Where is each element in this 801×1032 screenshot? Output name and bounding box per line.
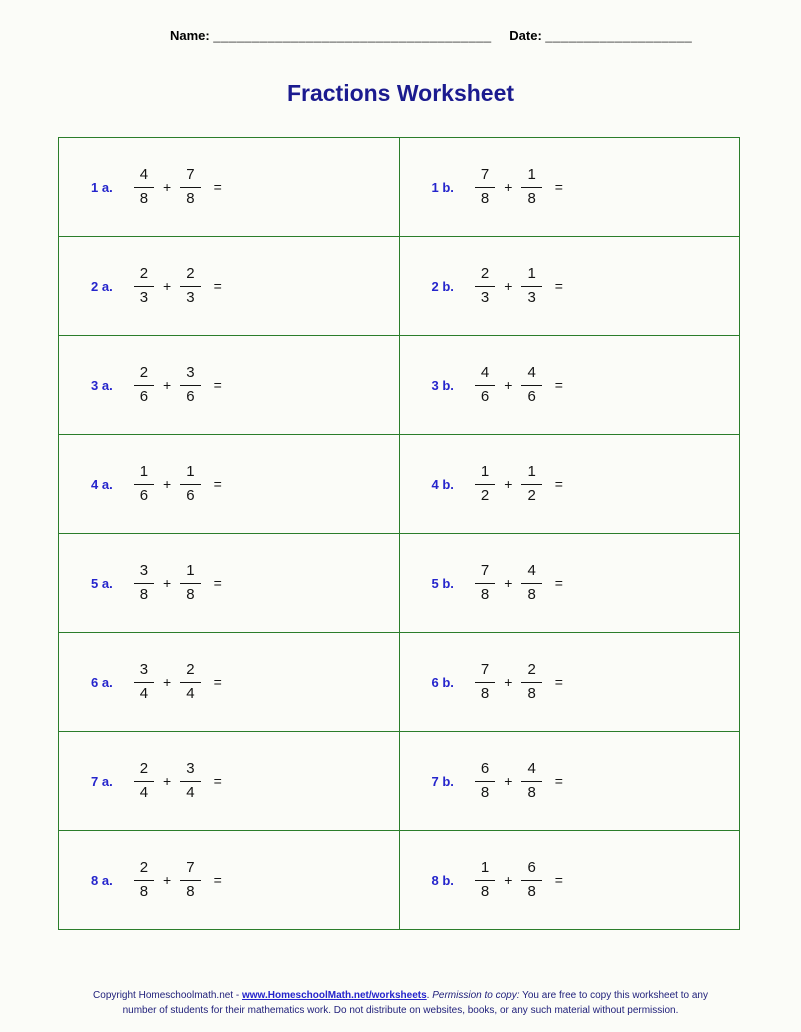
homeschoolmath-link[interactable]: www.HomeschoolMath.net/worksheets	[242, 990, 427, 1001]
problem-cell-5b	[399, 534, 740, 633]
denominator: 8	[527, 684, 536, 702]
problem-cell-7b	[399, 732, 740, 831]
problem-cell-1b	[399, 138, 740, 237]
fraction	[134, 166, 154, 209]
numerator: 7	[475, 661, 495, 683]
fraction	[180, 463, 200, 506]
problem-number-label: 8 b.	[431, 872, 454, 888]
fraction	[475, 661, 495, 704]
numerator: 2	[134, 364, 154, 386]
problem-row	[59, 534, 740, 633]
denominator: 3	[186, 288, 195, 306]
fraction	[475, 265, 495, 308]
name-date-header	[170, 28, 692, 43]
denominator: 4	[186, 783, 195, 801]
denominator: 6	[139, 387, 149, 405]
fraction	[180, 859, 200, 902]
denominator: 8	[139, 585, 149, 603]
denominator: 8	[139, 882, 149, 900]
equals-sign: =	[554, 377, 563, 393]
problems-table-body	[59, 138, 740, 930]
numerator: 1	[134, 463, 154, 485]
problem-cell-2b	[399, 237, 740, 336]
denominator: 3	[527, 288, 536, 306]
problem-cell-6b	[399, 633, 740, 732]
denominator: 8	[186, 585, 195, 603]
fraction	[521, 760, 541, 803]
numerator: 3	[180, 760, 200, 782]
problem-row	[59, 633, 740, 732]
permission-text: You are free to copy this worksheet to any number of students for their mathematics work. Do not distribute on websites, books, or any such material without permission.	[122, 990, 708, 1016]
numerator: 2	[475, 265, 495, 287]
fraction	[521, 166, 541, 209]
problem-number-label: 7 b.	[431, 773, 454, 789]
fraction	[134, 859, 154, 902]
problem-number-label: 3 b.	[431, 377, 454, 393]
denominator: 8	[527, 189, 536, 207]
problem-cell-2a	[59, 237, 400, 336]
denominator: 8	[480, 684, 490, 702]
numerator: 2	[134, 760, 154, 782]
numerator: 2	[134, 859, 154, 881]
numerator: 4	[521, 562, 541, 584]
numerator: 4	[521, 364, 541, 386]
plus-operator: +	[504, 674, 513, 690]
problem-row	[59, 435, 740, 534]
footer-text	[91, 988, 711, 1018]
problem-cell-3a	[59, 336, 400, 435]
denominator: 8	[186, 189, 195, 207]
problem-row	[59, 237, 740, 336]
problem-cell-8a	[59, 831, 400, 930]
name-label: Name:	[170, 28, 210, 43]
numerator: 6	[521, 859, 541, 881]
fraction	[134, 760, 154, 803]
equals-sign: =	[554, 773, 563, 789]
problems-table	[58, 137, 740, 930]
problem-number-label: 7 a.	[91, 773, 113, 789]
problem-cell-4b	[399, 435, 740, 534]
numerator: 1	[180, 562, 200, 584]
denominator: 8	[527, 585, 536, 603]
problem-number-label: 2 b.	[431, 278, 454, 294]
numerator: 2	[521, 661, 541, 683]
plus-operator: +	[163, 377, 172, 393]
fraction	[134, 265, 154, 308]
numerator: 4	[521, 760, 541, 782]
numerator: 4	[475, 364, 495, 386]
plus-operator: +	[163, 872, 172, 888]
denominator: 8	[480, 189, 490, 207]
fraction	[180, 265, 200, 308]
equals-sign: =	[213, 476, 222, 492]
fraction	[180, 562, 200, 605]
fraction	[521, 463, 541, 506]
fraction	[475, 463, 495, 506]
fraction	[475, 166, 495, 209]
problem-cell-3b	[399, 336, 740, 435]
numerator: 1	[475, 463, 495, 485]
plus-operator: +	[504, 575, 513, 591]
fraction	[475, 364, 495, 407]
equals-sign: =	[213, 773, 222, 789]
fraction	[180, 166, 200, 209]
denominator: 8	[480, 585, 490, 603]
numerator: 3	[134, 562, 154, 584]
equals-sign: =	[554, 872, 563, 888]
fraction	[521, 562, 541, 605]
date-group	[509, 28, 692, 43]
equals-sign: =	[213, 575, 222, 591]
date-label: Date:	[509, 28, 542, 43]
plus-operator: +	[163, 674, 172, 690]
problem-number-label: 8 a.	[91, 872, 113, 888]
plus-operator: +	[504, 476, 513, 492]
problem-number-label: 1 a.	[91, 179, 113, 195]
equals-sign: =	[213, 872, 222, 888]
numerator: 6	[475, 760, 495, 782]
fraction	[180, 661, 200, 704]
plus-operator: +	[504, 179, 513, 195]
fraction	[180, 364, 200, 407]
denominator: 6	[186, 387, 195, 405]
problem-number-label: 3 a.	[91, 377, 113, 393]
problem-number-label: 5 b.	[431, 575, 454, 591]
problem-cell-8b	[399, 831, 740, 930]
footer	[0, 988, 801, 1018]
problem-cell-1a	[59, 138, 400, 237]
plus-operator: +	[504, 773, 513, 789]
denominator: 8	[527, 882, 536, 900]
denominator: 3	[480, 288, 490, 306]
equals-sign: =	[554, 476, 563, 492]
denominator: 4	[139, 783, 149, 801]
denominator: 2	[480, 486, 490, 504]
page-title: Fractions Worksheet	[286, 80, 515, 106]
fraction	[134, 661, 154, 704]
fraction	[521, 661, 541, 704]
numerator: 1	[521, 265, 541, 287]
equals-sign: =	[213, 674, 222, 690]
plus-operator: +	[504, 278, 513, 294]
fraction	[134, 364, 154, 407]
equals-sign: =	[554, 674, 563, 690]
numerator: 3	[134, 661, 154, 683]
numerator: 7	[475, 166, 495, 188]
plus-operator: +	[163, 476, 172, 492]
denominator: 6	[480, 387, 490, 405]
problem-number-label: 4 a.	[91, 476, 113, 492]
numerator: 2	[134, 265, 154, 287]
after-link-text: .	[426, 990, 433, 1001]
denominator: 6	[186, 486, 195, 504]
problem-number-label: 6 a.	[91, 674, 113, 690]
fraction	[521, 364, 541, 407]
numerator: 4	[134, 166, 154, 188]
numerator: 2	[180, 661, 200, 683]
numerator: 2	[180, 265, 200, 287]
date-blank-line: ___________________	[545, 28, 693, 43]
plus-operator: +	[163, 773, 172, 789]
denominator: 8	[480, 882, 490, 900]
numerator: 3	[180, 364, 200, 386]
numerator: 7	[180, 859, 200, 881]
numerator: 1	[475, 859, 495, 881]
problem-number-label: 6 b.	[431, 674, 454, 690]
numerator: 1	[521, 463, 541, 485]
equals-sign: =	[554, 179, 563, 195]
fraction	[134, 463, 154, 506]
denominator: 8	[527, 783, 536, 801]
fraction	[475, 562, 495, 605]
fraction	[180, 760, 200, 803]
plus-operator: +	[504, 872, 513, 888]
problem-number-label: 4 b.	[431, 476, 454, 492]
problem-row	[59, 138, 740, 237]
plus-operator: +	[163, 575, 172, 591]
problem-cell-4a	[59, 435, 400, 534]
denominator: 6	[139, 486, 149, 504]
problem-number-label: 5 a.	[91, 575, 113, 591]
denominator: 8	[139, 189, 149, 207]
denominator: 6	[527, 387, 536, 405]
plus-operator: +	[163, 179, 172, 195]
permission-to-copy-label: Permission to copy:	[432, 990, 520, 1001]
problem-number-label: 2 a.	[91, 278, 113, 294]
plus-operator: +	[163, 278, 172, 294]
fraction	[521, 859, 541, 902]
fraction	[475, 859, 495, 902]
denominator: 8	[480, 783, 490, 801]
problem-cell-7a	[59, 732, 400, 831]
denominator: 4	[139, 684, 149, 702]
fraction	[475, 760, 495, 803]
denominator: 8	[186, 882, 195, 900]
numerator: 7	[180, 166, 200, 188]
denominator: 4	[186, 684, 195, 702]
problem-row	[59, 732, 740, 831]
fraction	[134, 562, 154, 605]
problem-row	[59, 336, 740, 435]
problem-number-label: 1 b.	[431, 179, 454, 195]
name-blank-line: ____________________________________	[213, 28, 492, 43]
denominator: 3	[139, 288, 149, 306]
equals-sign: =	[213, 179, 222, 195]
equals-sign: =	[213, 278, 222, 294]
problem-cell-6a	[59, 633, 400, 732]
fraction	[521, 265, 541, 308]
plus-operator: +	[504, 377, 513, 393]
equals-sign: =	[213, 377, 222, 393]
problem-cell-5a	[59, 534, 400, 633]
numerator: 1	[521, 166, 541, 188]
problem-row	[59, 831, 740, 930]
equals-sign: =	[554, 278, 563, 294]
numerator: 7	[475, 562, 495, 584]
copyright-text: Copyright Homeschoolmath.net -	[93, 990, 242, 1001]
denominator: 2	[527, 486, 536, 504]
equals-sign: =	[554, 575, 563, 591]
numerator: 1	[180, 463, 200, 485]
